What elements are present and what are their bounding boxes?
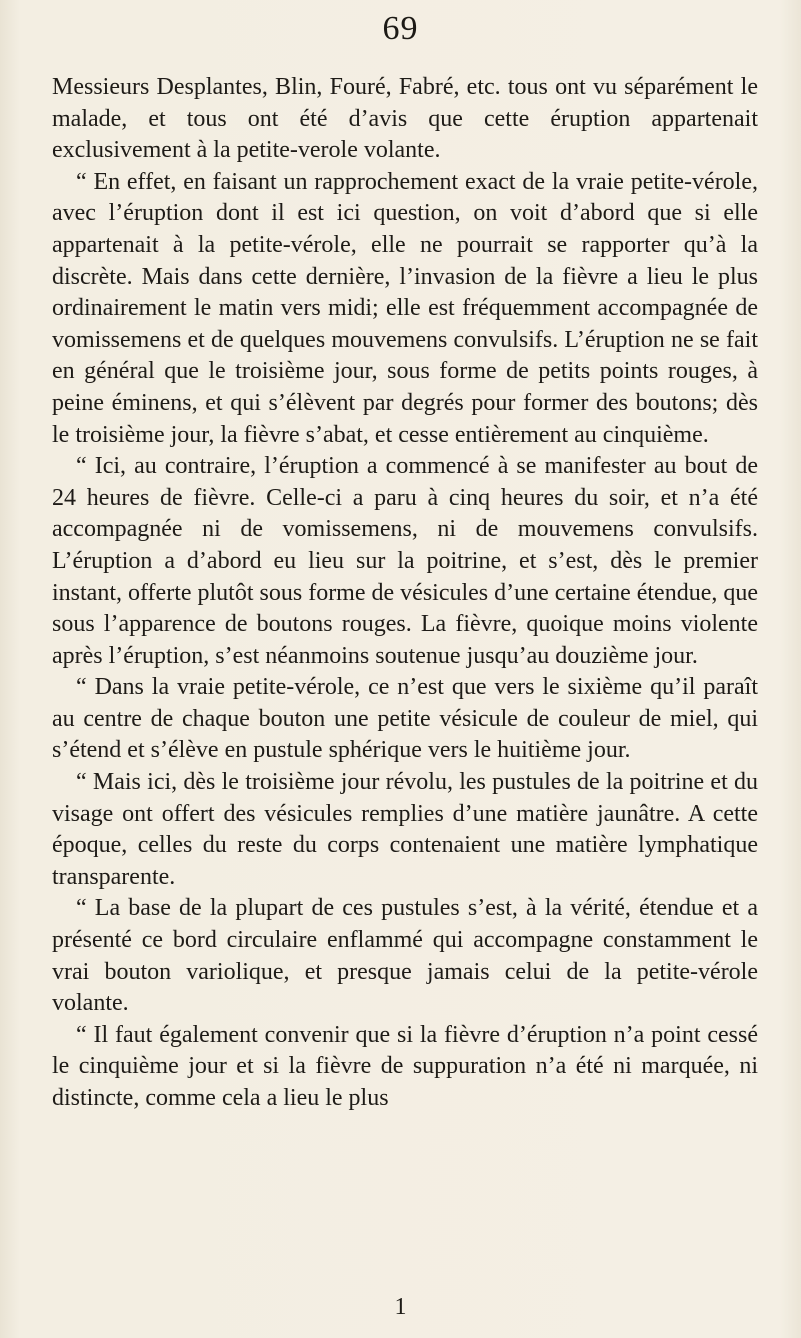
- paragraph-3: “ Ici, au contraire, l’éruption a commencé à se manifester au bout de 24 heures de fièvre. Celle-ci a paru à cinq heures du soir, et n’a été accompagnée ni de vomissemens, ni de mouvemens convulsifs. L’éruption a d’abord eu lieu sur la poitrine, et s’est, dès le premier instant, offerte plutôt sous forme de vésicules d’une certaine étendue, que sous l’apparence de boutons rouges. La fièvre, quoique moins violente après l’éruption, s’est néanmoins soutenue jusqu’au douzième jour.: [52, 453, 758, 669]
- paragraph-7: “ Il faut également convenir que si la fièvre d’éruption n’a point cessé le cinquième jour et si la fièvre de suppuration n’a été ni marquée, ni distincte, comme cela a lieu le plus: [52, 1021, 758, 1111]
- paragraph-1: Messieurs Desplantes, Blin, Fouré, Fabré, etc. tous ont vu séparément le malade, et tous ont été d’avis que cette éruption appartenait exclusivement à la petite-verole volante.: [52, 74, 758, 164]
- paragraph-4: “ Dans la vraie petite-vérole, ce n’est que vers le sixième qu’il paraît au centre de chaque bouton une petite vésicule de couleur de miel, qui s’étend et s’élève en pustule sphérique vers le huitième jour.: [52, 674, 758, 764]
- body-text: [52, 72, 758, 1115]
- signature-mark: 1: [394, 1294, 407, 1320]
- page-number: 69: [382, 10, 419, 47]
- paragraph-5: “ Mais ici, dès le troisième jour révolu, les pustules de la poitrine et du visage ont offert des vésicules remplies d’une matière jaunâtre. A cette époque, celles du reste du corps contenaient une matière lymphatique transparente.: [52, 769, 758, 890]
- paragraph-6: “ La base de la plupart de ces pustules s’est, à la vérité, étendue et a présenté ce bord circulaire enflammé qui accompagne constamment le vrai bouton variolique, et presque jamais celui de la petite-vérole volante.: [52, 895, 758, 1017]
- paragraph-2: “ En effet, en faisant un rapprochement exact de la vraie petite-vérole, avec l’éruption dont il est ici question, on voit d’abord que si elle appartenait à la petite-vérole, elle ne pourrait se rapporter qu’à la discrète. Mais dans cette dernière, l’invasion de la fièvre a lieu le plus ordinairement le matin vers midi; elle est fréquemment accompagnée de vomissemens et de quelques mouvemens convulsifs. L’éruption ne se fait en général que le troisième jour, sous forme de petits points rouges, à peine éminens, et qui s’élèvent par degrés pour former des boutons; dès le troisième jour, la fièvre s’abat, et cesse entièrement au cinquième.: [52, 168, 758, 448]
